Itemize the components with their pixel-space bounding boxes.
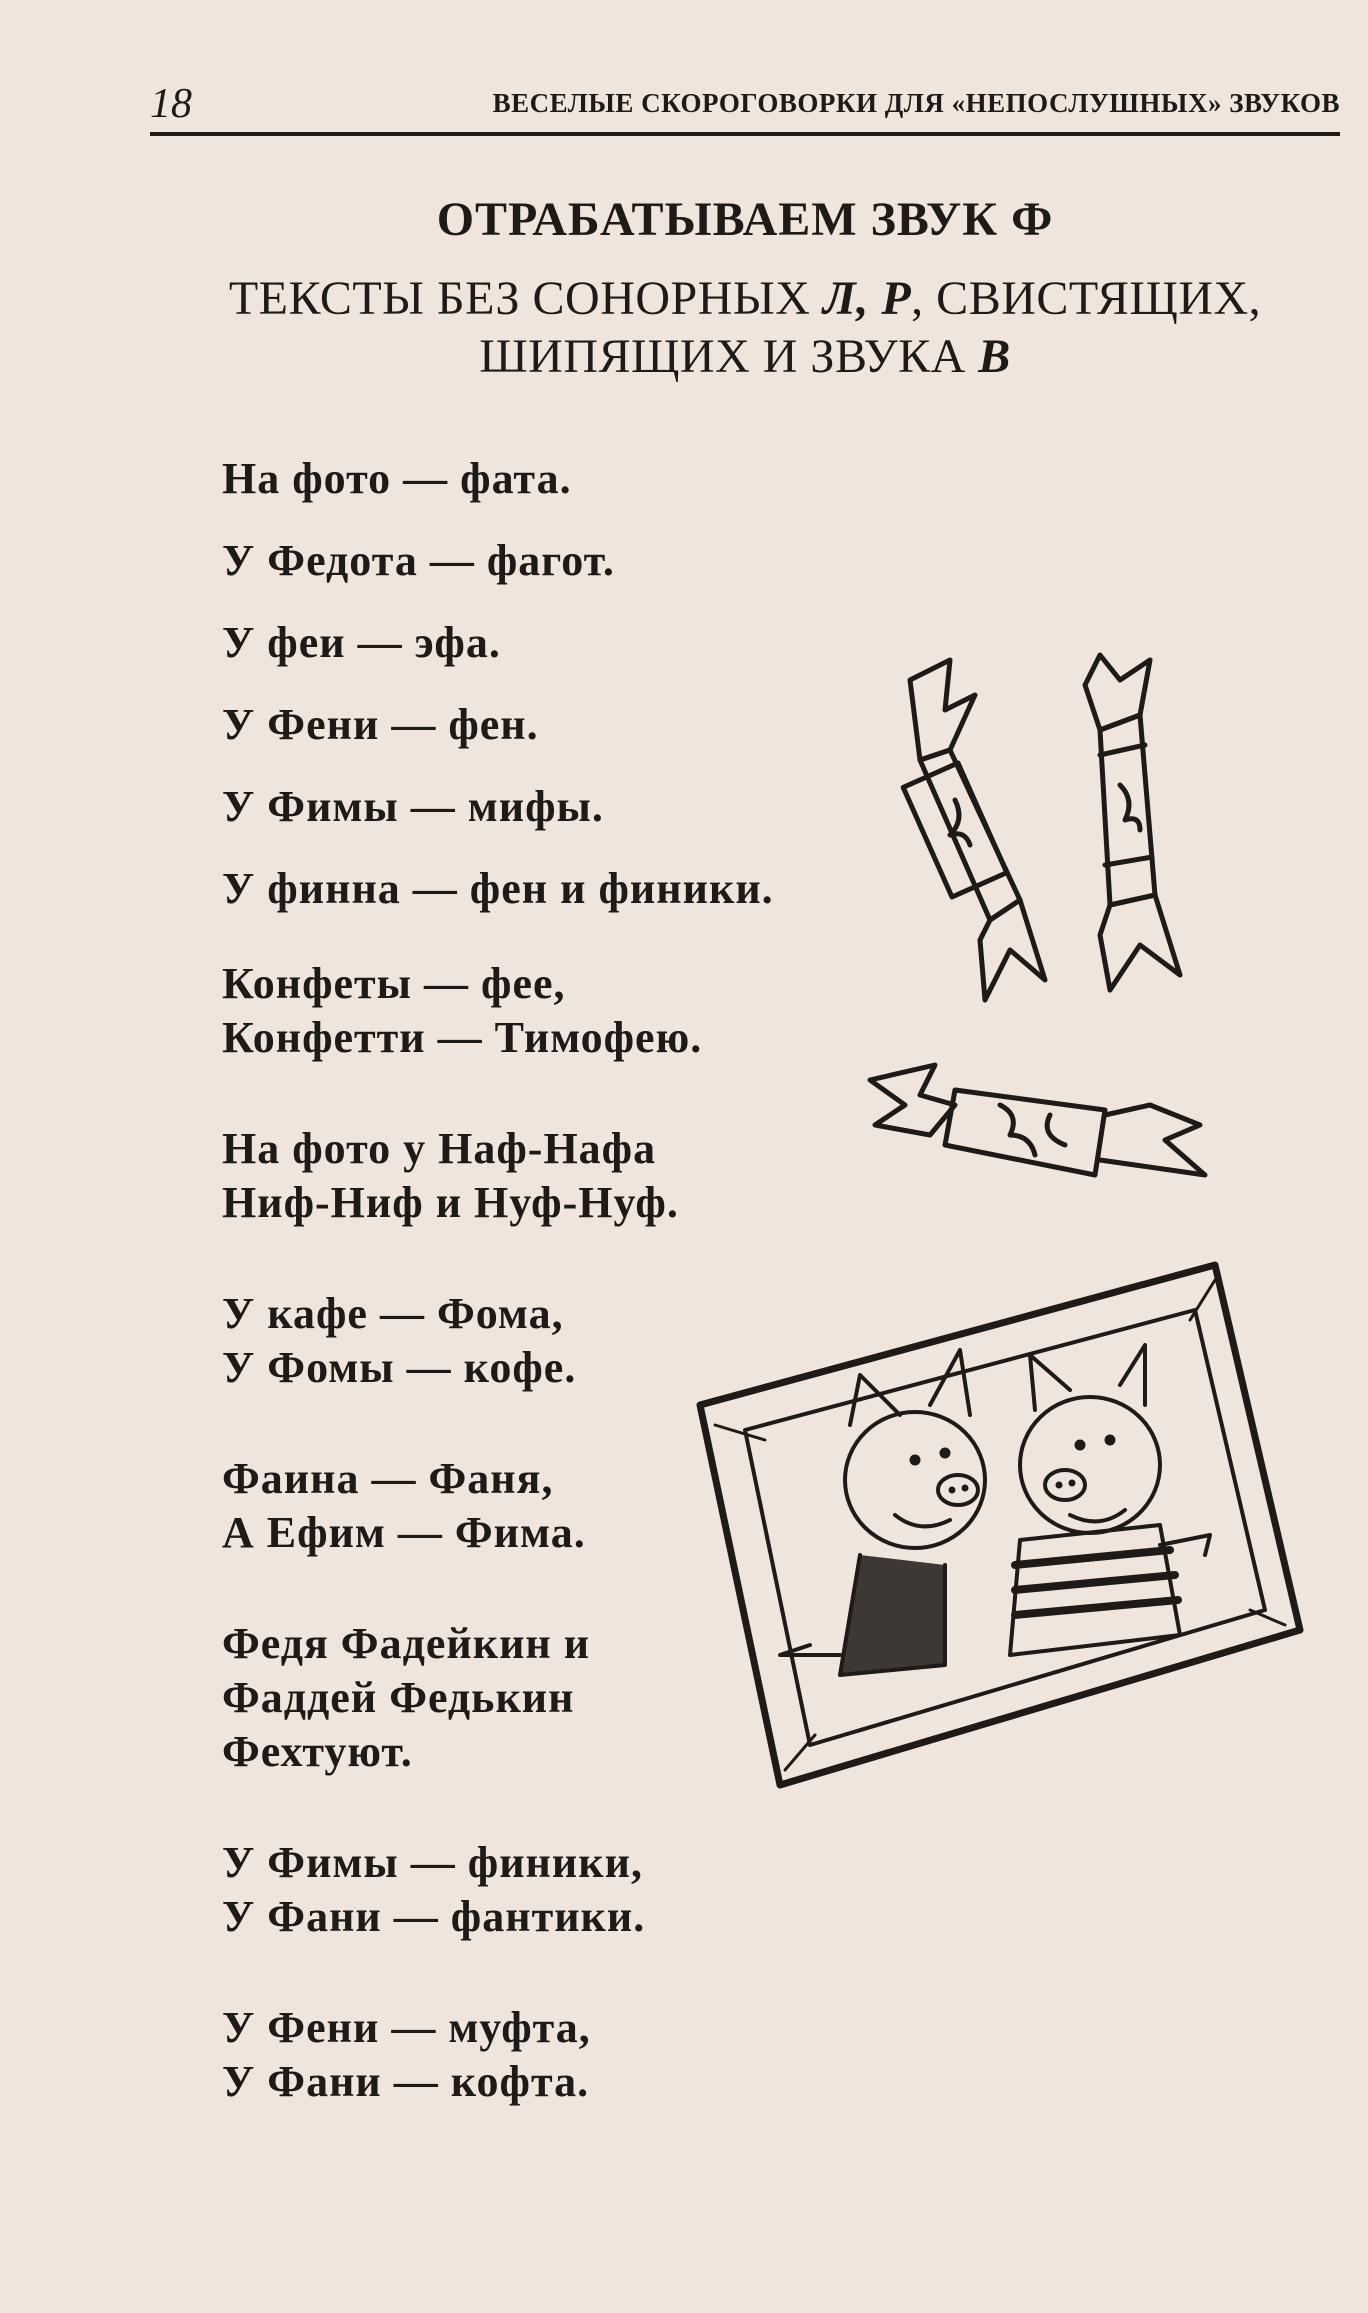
verse-line: У Фимы — мифы. xyxy=(222,782,604,831)
tongue-twister xyxy=(222,452,572,506)
verse-line: А Ефим — Фима. xyxy=(222,1508,586,1557)
tongue-twister xyxy=(222,616,501,670)
section-subtitle xyxy=(150,270,1340,386)
tongue-twister xyxy=(222,1122,679,1230)
page-number: 18 xyxy=(150,81,192,127)
verse-line: Федя Фадейкин и xyxy=(222,1619,591,1668)
framed-photo-pigs xyxy=(690,1255,1310,1835)
verse-line: На фото у Наф-Нафа xyxy=(222,1124,657,1173)
tongue-twister xyxy=(222,534,615,588)
verse-line: У кафе — Фома, xyxy=(222,1289,564,1338)
tongue-twister xyxy=(222,1452,586,1560)
tongue-twister xyxy=(222,957,702,1065)
running-title: ВЕСЕЛЫЕ СКОРОГОВОРКИ ДЛЯ «НЕПОСЛУШНЫХ» ЗВУКОВ xyxy=(492,88,1340,118)
subtitle-text: , СВИСТЯЩИХ, xyxy=(911,272,1262,325)
candy-icon xyxy=(1040,645,1190,1005)
tongue-twister xyxy=(222,698,539,752)
verse-line: У Фени — фен. xyxy=(222,700,539,749)
verse-line: Фаина — Фаня, xyxy=(222,1454,554,1503)
subtitle-text: ШИПЯЩИХ И ЗВУКА xyxy=(479,330,979,383)
candy-icon xyxy=(880,650,1050,1010)
verse-line: Фехтуют. xyxy=(222,1727,413,1776)
verse-line: Фаддей Федькин xyxy=(222,1673,575,1722)
subtitle-letters: Л, Р xyxy=(822,272,912,325)
tongue-twister xyxy=(222,780,604,834)
tongue-twister xyxy=(222,1836,645,1944)
section-title: ОТРАБАТЫВАЕМ ЗВУК Ф xyxy=(436,193,1054,246)
tongue-twister xyxy=(222,862,774,916)
verse-line: У Фомы — кофе. xyxy=(222,1343,577,1392)
subtitle-letter: В xyxy=(978,330,1011,383)
subtitle-text: ТЕКСТЫ БЕЗ СОНОРНЫХ xyxy=(228,272,823,325)
verse-line: Конфеты — фее, xyxy=(222,959,566,1008)
verse-line: Ниф-Ниф и Нуф-Нуф. xyxy=(222,1178,679,1227)
tongue-twister xyxy=(222,2001,591,2109)
tongue-twister xyxy=(222,1287,576,1395)
verse-line: У Фани — кофта. xyxy=(222,2057,590,2106)
verse-line: Конфетти — Тимофею. xyxy=(222,1013,703,1062)
candy-icon xyxy=(860,1035,1210,1185)
tongue-twister xyxy=(222,1617,590,1779)
verse-line: На фото — фата. xyxy=(222,454,572,503)
verse-line: У Фимы — финики, xyxy=(222,1838,643,1887)
verse-line: У феи — эфа. xyxy=(222,618,501,667)
verse-line: У Фени — муфта, xyxy=(222,2003,591,2052)
verse-line: У финна — фен и финики. xyxy=(222,864,774,913)
verse-line: У Фани — фантики. xyxy=(222,1892,646,1941)
verse-line: У Федота — фагот. xyxy=(222,536,615,585)
header-rule xyxy=(150,132,1340,136)
